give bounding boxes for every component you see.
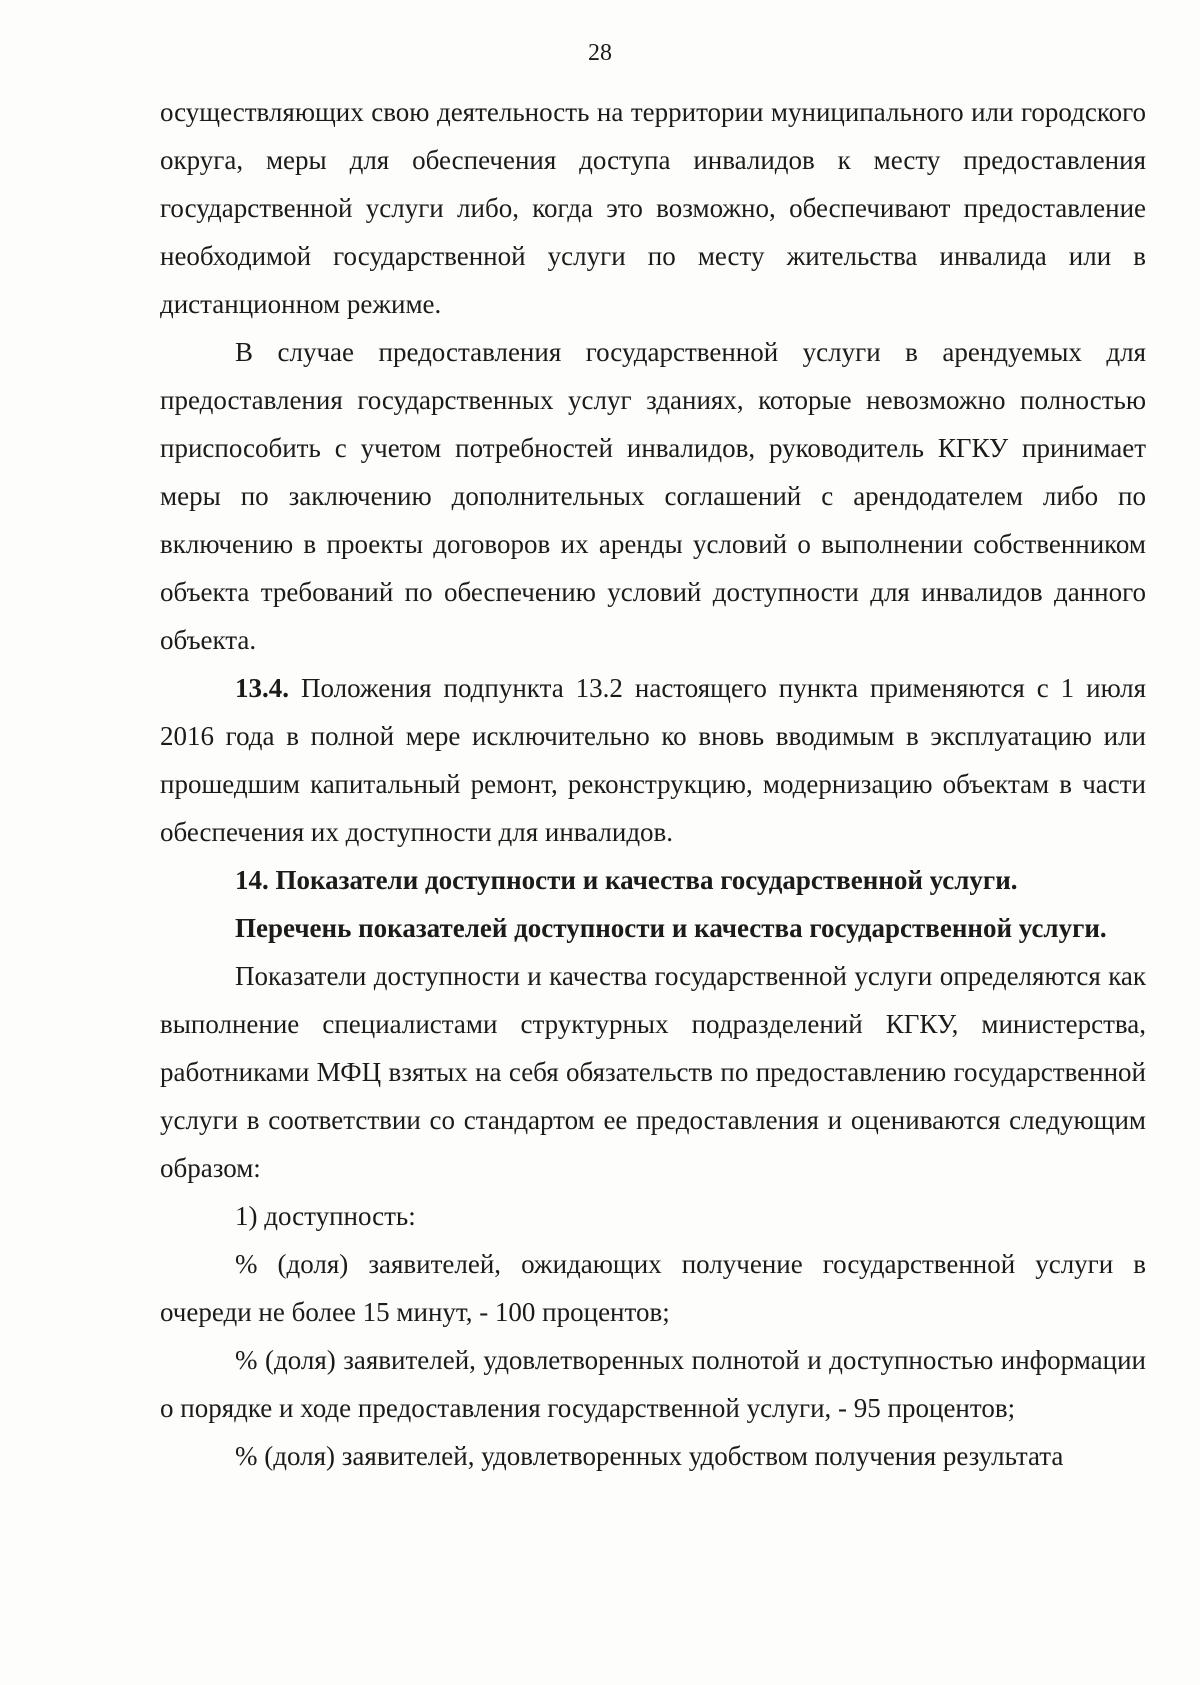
paragraph-rented-buildings: В случае предоставления государственной услуги в арендуемых для предоставления государственных услуг зданиях, которые невозможно полностью приспособить с учетом потребностей инвалидов, руководитель КГКУ принимает меры по заключению дополнительных соглашений с арендодателем либо по включению в проекты договоров их аренды условий о выполнении собственником объекта требований по обеспечению условий доступности для инвалидов данного объекта. [160, 337, 1146, 655]
paragraph-indicators: Показатели доступности и качества государственной услуги определяются как выполнение специалистами структурных подразделений КГКУ, министерства, работниками МФЦ взятых на себя обязательств по предоставлению государственной услуги в соответствии со стандартом ее предоставления и оцениваются следующим образом: [160, 961, 1146, 1183]
list-item-accessibility: 1) доступность: [235, 1201, 416, 1231]
section-subheading: Перечень показателей доступности и качества государственной услуги. [235, 913, 1107, 943]
clause-text: Положения подпункта 13.2 настоящего пункта применяются с 1 июля 2016 года в полной мере исключительно ко вновь вводимым в эксплуатацию или прошедшим капитальный ремонт, реконструкцию, модернизацию объектам в части обеспечения их доступности для инвалидов. [160, 673, 1146, 847]
document-body [160, 88, 1146, 1480]
clause-number: 13.4. [235, 673, 289, 703]
page-number: 28 [588, 40, 612, 66]
section-heading-14: 14. Показатели доступности и качества государственной услуги. [235, 865, 1018, 895]
paragraph-13-4 [160, 664, 1146, 856]
paragraph-info-share: % (доля) заявителей, удовлетворенных полнотой и доступностью информации о порядке и ходе предоставления государственной услуги, - 95 процентов; [160, 1345, 1146, 1423]
paragraph-queue-share: % (доля) заявителей, ожидающих получение государственной услуги в очереди не более 15 минут, - 100 процентов; [160, 1249, 1146, 1327]
paragraph-continuation: осуществляющих свою деятельность на территории муниципального или городского округа, меры для обеспечения доступа инвалидов к месту предоставления государственной услуги либо, когда это возможно, обеспечивают предоставление необходимой государственной услуги по месту жительства инвалида или в дистанционном режиме. [160, 97, 1146, 319]
paragraph-convenience-share: % (доля) заявителей, удовлетворенных удобством получения результата [235, 1441, 1064, 1471]
